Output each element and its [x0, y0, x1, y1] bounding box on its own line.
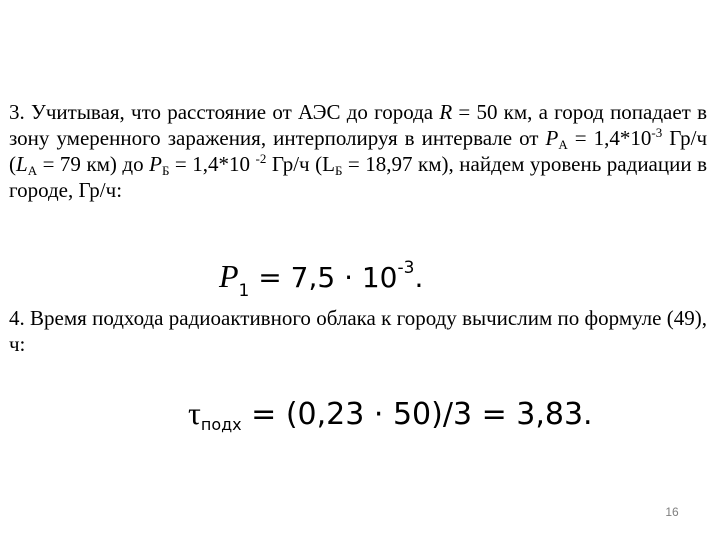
- item-3-text: Гр/ч (: [9, 126, 707, 176]
- item-3-text: 3. Учитывая, что расстояние от АЭС до города: [9, 100, 440, 124]
- formula-2-variable: τ: [188, 395, 201, 431]
- item-3-text: = 79 км) до: [37, 152, 150, 176]
- formula-1-variable: P: [219, 258, 239, 294]
- item-3-text: Гр/ч (L: [266, 152, 335, 176]
- radiation-level-formula: [219, 250, 423, 309]
- formula-1-body: = 7,5 · 10: [249, 261, 398, 294]
- lb-subscript: Б: [334, 163, 343, 178]
- item-4-paragraph: 4. Время подхода радиоактивного облака к городу вычислим по формуле (49), ч:: [9, 306, 707, 356]
- item-3-text: = 1,4*10: [169, 152, 256, 176]
- item-3-text: = 50 км, а город попадает в зону умеренного заражения, интерполируя в интервале от: [9, 100, 708, 150]
- pb-variable: P: [149, 152, 162, 176]
- pb-exponent: -2: [255, 151, 267, 166]
- arrival-time-formula: [188, 393, 593, 445]
- item-3-paragraph: [9, 99, 707, 203]
- distance-variable: R: [439, 100, 453, 124]
- formula-1-end: .: [414, 261, 424, 294]
- pa-subscript: А: [558, 137, 568, 152]
- item-3-text: = 1,4*10: [567, 126, 652, 150]
- formula-1-subscript: 1: [238, 281, 250, 301]
- pb-subscript: Б: [161, 163, 170, 178]
- page-number: 16: [665, 505, 679, 519]
- formula-1-exponent: -3: [397, 258, 415, 278]
- la-subscript: А: [27, 163, 38, 178]
- item-3-text: = 18,97 км), найдем уровень радиации в городе, Гр/ч:: [9, 152, 708, 202]
- la-variable: L: [16, 152, 28, 176]
- pa-exponent: -3: [651, 125, 663, 140]
- formula-2-body: = (0,23 · 50)/3 = 3,83.: [241, 397, 593, 432]
- formula-2-subscript: подх: [200, 415, 242, 434]
- pa-variable: P: [545, 126, 559, 150]
